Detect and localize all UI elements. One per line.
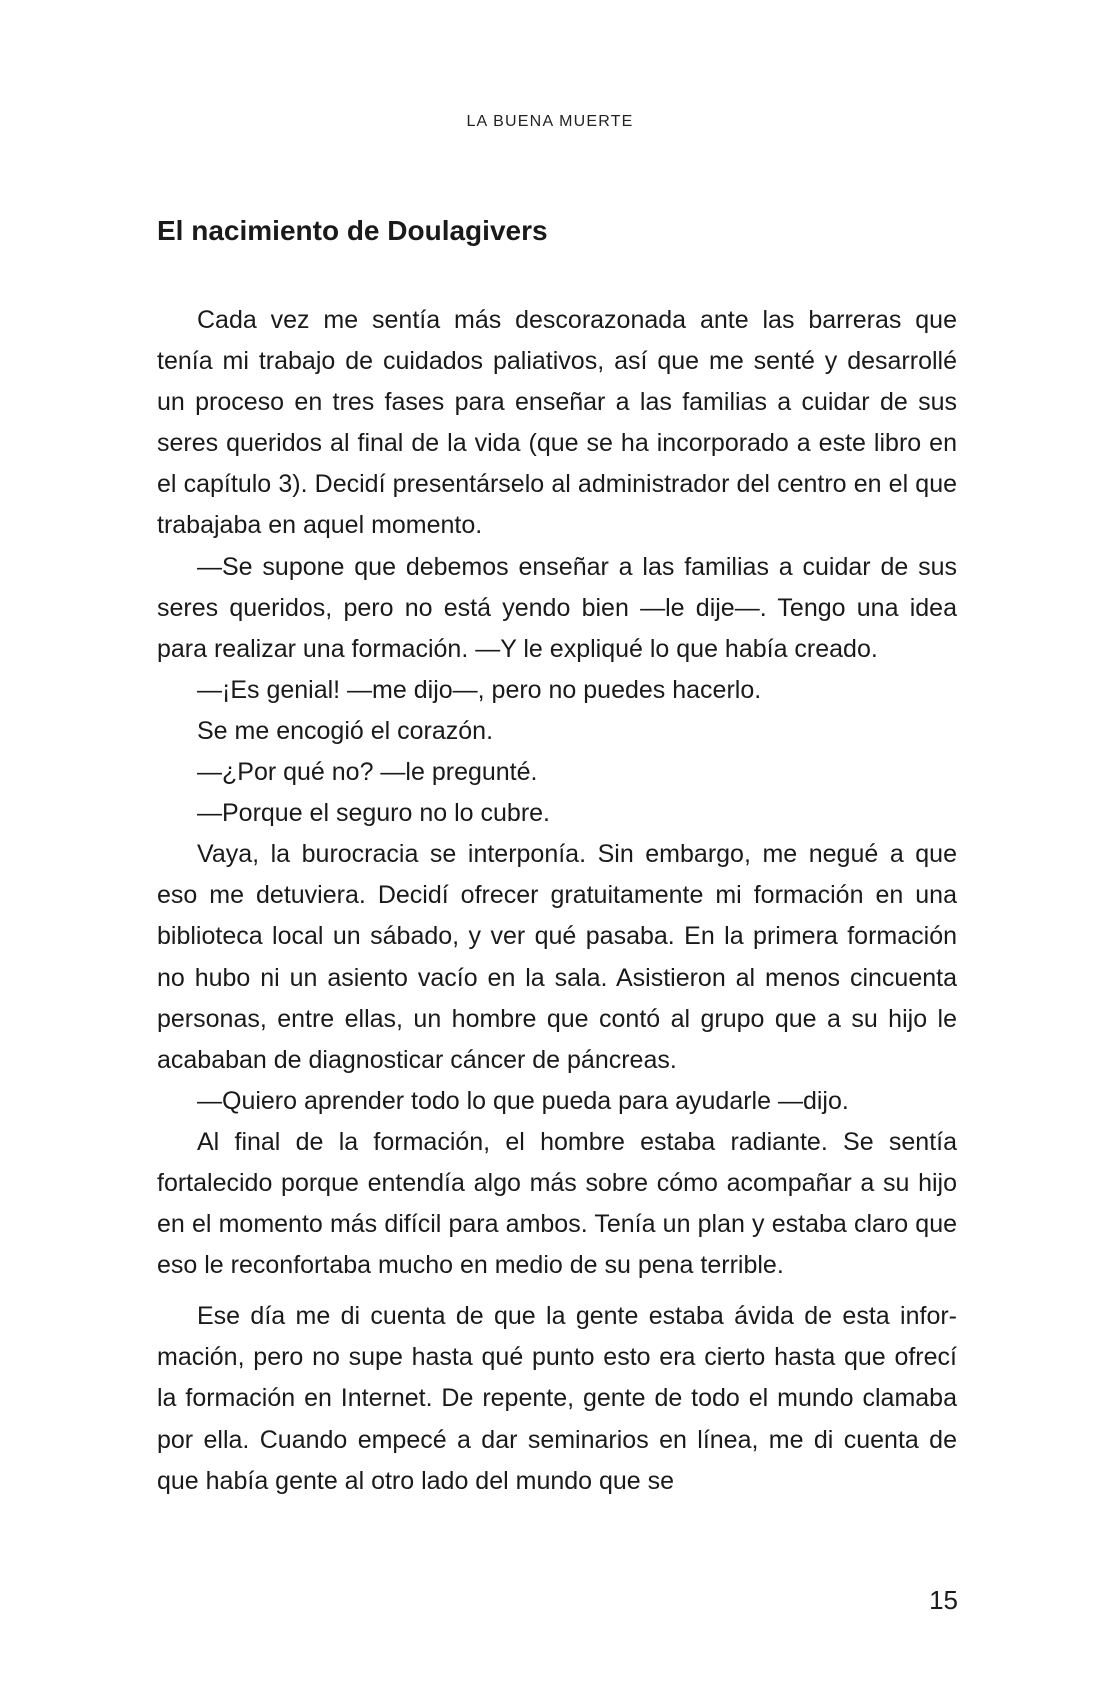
- paragraph-5: —¿Por qué no? —le pregunté.: [197, 758, 538, 787]
- paragraph-8: —Quiero aprender todo lo que pueda para ayudarle —dijo.: [197, 1086, 849, 1115]
- paragraph-2: —Se supone que debemos enseñar a las familias a cuidar de sus seres queridos, pero no está yendo bien —le dije—. Tengo una idea para realizar una formación. —Y le expliqué lo que había creado.: [157, 552, 957, 663]
- page-number: 15: [929, 1585, 958, 1615]
- body-text: [157, 300, 957, 1502]
- paragraph-7: Vaya, la burocracia se interponía. Sin embargo, me negué a que eso me detuviera. Decidí ofrecer gratuitamente mi formación en una biblioteca local un sábado, y ver qué pasaba. En la primera formación no hubo ni un asiento vacío en la sala. Asistieron al menos cincuenta personas, entre ellas, un hombre que contó al grupo que a su hijo le acababan de diagnosticar cáncer de páncreas.: [157, 840, 957, 1074]
- paragraph-3: —¡Es genial! —me dijo—, pero no puedes hacerlo.: [197, 675, 762, 704]
- paragraph-6: —Porque el seguro no lo cubre.: [197, 799, 550, 828]
- running-header: LA BUENA MUERTE: [466, 113, 634, 130]
- paragraph-9: Al final de la formación, el hombre estaba radiante. Se sentía fortalecido porque entendía algo más sobre cómo acompañar a su hijo en el momento más difícil para ambos. Tenía un plan y estaba claro que eso le reconfortaba mucho en medio de su pena terrible.: [157, 1127, 957, 1280]
- paragraph-4: Se me encogió el corazón.: [197, 716, 494, 745]
- paragraph-1: Cada vez me sentía más descorazonada ante las barreras que tenía mi trabajo de cuidados paliativos, así que me senté y desarrollé un proceso en tres fases para enseñar a las familias a cuidar de sus seres queridos al final de la vida (que se ha incorporado a este libro en el capítulo 3). Decidí presentárselo al administrador del centro en el que trabajaba en aquel momento.: [157, 306, 957, 540]
- paragraph-10: Ese día me di cuenta de que la gente estaba ávida de esta información, pero no supe hasta qué punto esto era cierto hasta que ofrecí la formación en Internet. De repente, gente de todo el mundo clamaba por ella. Cuando empecé a dar seminarios en línea, me di cuenta de que había gente al otro lado del mundo que se: [157, 1302, 957, 1495]
- section-title: El nacimiento de Doulagivers: [157, 215, 548, 246]
